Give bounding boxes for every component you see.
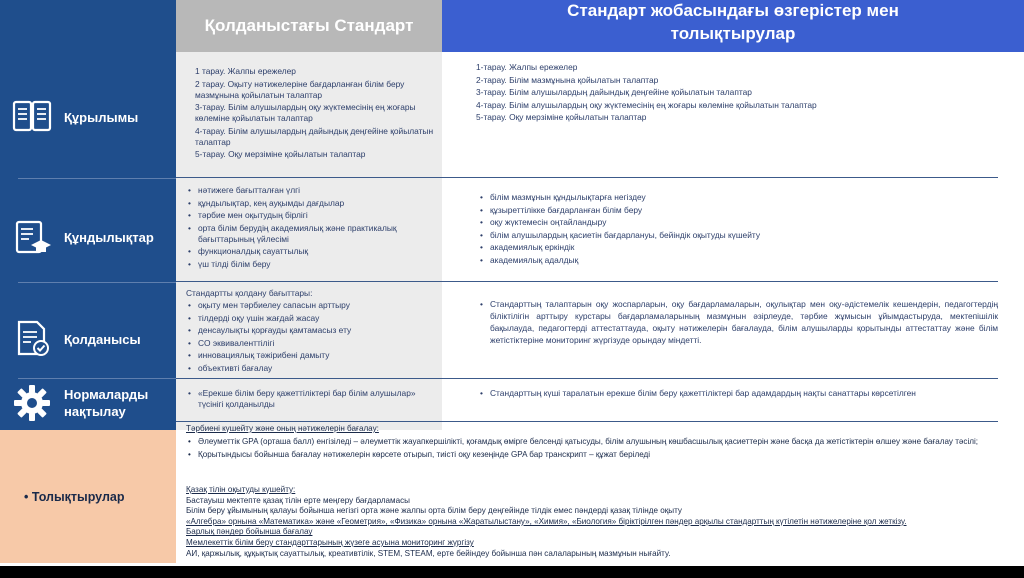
row-label-structure <box>0 88 176 146</box>
supplement-line: Білім беру ұйымының қалауы бойынша негізгі орта және жалпы орта білім беру деңгейінде тілдік емес пәндерді қазақ тілінде оқыту <box>186 506 682 516</box>
row-label: Құрылымы <box>64 109 139 125</box>
list-item: • оқу жүктемесін оңтайландыру <box>478 217 998 228</box>
list-item: • Әлеуметтік GPA (орташа балл) енгізіледі – әлеуметтік жауапкершілікті, қоғамдық өмірге белсенді қатысуды, білім алушының көшбасшылық қасиеттерін және басқа да жетістіктерін өлшеу және бағалау тәсілі; <box>186 437 1022 448</box>
row-divider <box>176 421 998 422</box>
row-divider <box>176 281 998 282</box>
current-structure-list <box>195 66 437 162</box>
row-label-line1: Нормаларды <box>64 387 149 402</box>
list-item: • Стандарттың күші таралатын ерекше білім беру қажеттіліктері бар адамдардың нақты санаттары көрсетілген <box>478 388 998 399</box>
list-item: 2 тарау. Оқыту нәтижелеріне бағдарланған білім беру мазмұнына қойылатын талаптар <box>195 78 405 100</box>
graduation-cap-icon <box>0 216 64 258</box>
list-item: 1-тарау. Жалпы ережелер <box>476 62 578 72</box>
current-values-list <box>186 185 436 271</box>
list-item: • функционалдық сауаттылық <box>186 246 436 257</box>
row-label-norms <box>0 380 176 426</box>
list-item: • нәтижеге бағытталған үлгі <box>186 185 436 196</box>
list-item: • тілдерді оқу үшін жағдай жасау <box>186 313 436 324</box>
usage-lead: Стандартты қолдану бағыттары: <box>186 288 313 298</box>
header-changes-line1: Стандарт жобасындағы өзгерістер мен <box>567 1 899 20</box>
list-item: 3-тарау. Білім алушылардың оқу жүктемесінің ең жоғары көлеміне қойылатын талаптар <box>195 102 416 123</box>
list-item: 5-тарау. Оқу мерзіміне қойылатын талаптар <box>195 149 366 159</box>
list-item: • CO эквиваленттілігі <box>186 338 436 349</box>
supplement-line: «Алгебра» орнына «Математика» және «Геометрия», «Физика» орнына «Жаратылыстану», «Химия», «Биология» біріктірілген пәндер арқылы стандарттың күтілетін нәтижелеріне қол жеткізу. <box>186 516 907 526</box>
divider <box>18 178 176 179</box>
supplements-block-title: Тәрбиені күшейту және оның нәтижелерін бағалау: <box>186 424 379 433</box>
row-label-usage <box>0 310 176 368</box>
list-item: • Стандарттың талаптарын оқу жоспарларын, оқу бағдарламаларын, оқулықтар мен оқу-әдістемелік кешендерін, педагогтердің біліктілігін арттыру курстары бағдарламаларының мазмұнын әзірлеуде, тәрбие жұмысын ұйымдастыруда, мектепішілік бақылауда, педагогтерді аттестаттауда, оқыту нәтижелерін бағалауда, білім алушыларды қорытынды аттестаттау және білім жетістіктеріне мониторинг жүргізуде орындау міндетті. <box>478 298 998 346</box>
list-item: • объективті бағалау <box>186 363 436 374</box>
list-item: 5-тарау. Оқу мерзіміне қойылатын талаптар <box>476 112 647 122</box>
new-structure-list <box>476 62 1006 125</box>
divider <box>18 282 176 283</box>
list-item: 3-тарау. Білім алушылардың дайындық деңгейіне қойылатын талаптар <box>476 87 752 97</box>
supplements-block-title: Қазақ тілін оқытуды күшейту: <box>186 485 296 494</box>
row-divider <box>176 378 998 379</box>
supplement-line: Барлық пәндер бойынша бағалау <box>186 527 313 537</box>
bottom-black-bar <box>0 566 1024 578</box>
supplement-line: АИ, қаржылық, құқықтық сауаттылық, креативтілік, STEM, STEAM, ерте бейіндеу бойынша пән салаларының мазмұнын нығайту. <box>186 548 671 558</box>
new-norms-list <box>478 388 998 401</box>
book-icon <box>0 98 64 136</box>
supplements-block-upbringing <box>186 424 1022 461</box>
list-item: • білім мазмұнын құндылықтарға негіздеу <box>478 192 998 203</box>
list-item: • үш тілді білім беру <box>186 259 436 270</box>
list-item: • құндылықтар, кең ауқымды дағдылар <box>186 198 436 209</box>
row-label: Құндылықтар <box>64 229 154 245</box>
row-label-line2: нақтылау <box>64 404 126 419</box>
list-item: • орта білім берудің академиялық және практикалық бағыттарының үйлесімі <box>186 223 436 245</box>
gear-icon <box>0 383 64 423</box>
list-item: • құзыреттілікке бағдарланған білім беру <box>478 205 998 216</box>
row-label-values <box>0 208 176 266</box>
left-sidebar <box>0 0 176 430</box>
list-item: • «Ерекше білім беру қажеттіліктері бар білім алушылар» түсінігі қолданылды <box>186 388 436 410</box>
list-item: • Қорытындысы бойынша бағалау нәтижелерін көрсете отырып, тиісті оқу кезеңінде GPA бар транскрипт – құжат беріледі <box>186 450 1022 461</box>
list-item: • денсаулықты қорғауды қамтамасыз ету <box>186 325 436 336</box>
current-usage-list <box>186 288 436 375</box>
list-item: • оқыту мен тәрбиелеу сапасын арттыру <box>186 300 436 311</box>
supplement-line: Бастауыш мектепте қазақ тілін ерте меңгеру бағдарламасы <box>186 495 410 505</box>
row-label <box>64 386 148 420</box>
supplements-label-box: • Толықтырулар <box>0 430 176 563</box>
divider <box>18 378 176 379</box>
list-item: • тәрбие мен оқытудың бірлігі <box>186 210 436 221</box>
new-usage-text <box>478 298 998 348</box>
row-divider <box>176 177 998 178</box>
document-check-icon <box>0 318 64 360</box>
list-item: • академиялық еркіндік <box>478 242 998 253</box>
list-item: 2-тарау. Білім мазмұнына қойылатын талаптар <box>476 74 659 85</box>
header-current-standard: Қолданыстағы Стандарт <box>176 0 442 52</box>
list-item: 4-тарау. Білім алушылардың оқу жүктемесінің ең жоғары көлеміне қойылатын талаптар <box>476 99 817 110</box>
list-item: • инновациялық тәжірибені дамыту <box>186 350 436 361</box>
new-values-list <box>478 192 998 267</box>
header-changes <box>442 0 1024 52</box>
supplement-line: Мемлекеттік білім беру стандарттарының жүзеге асуына мониторинг жүргізу <box>186 537 474 547</box>
list-item: 4-тарау. Білім алушылардың дайындық деңгейіне қойылатын талаптар <box>195 125 434 147</box>
list-item: • білім алушылардың қасиетін бағдарлануы, бейіндік оқытуды күшейту <box>478 230 998 241</box>
current-norms-list <box>186 388 436 412</box>
list-item: 1 тарау. Жалпы ережелер <box>195 66 296 76</box>
supplements-block-kazakh <box>186 485 1022 559</box>
header-changes-line2: толықтырулар <box>670 24 796 43</box>
row-label: Қолданысы <box>64 331 141 347</box>
list-item: • академиялық адалдық <box>478 255 998 266</box>
